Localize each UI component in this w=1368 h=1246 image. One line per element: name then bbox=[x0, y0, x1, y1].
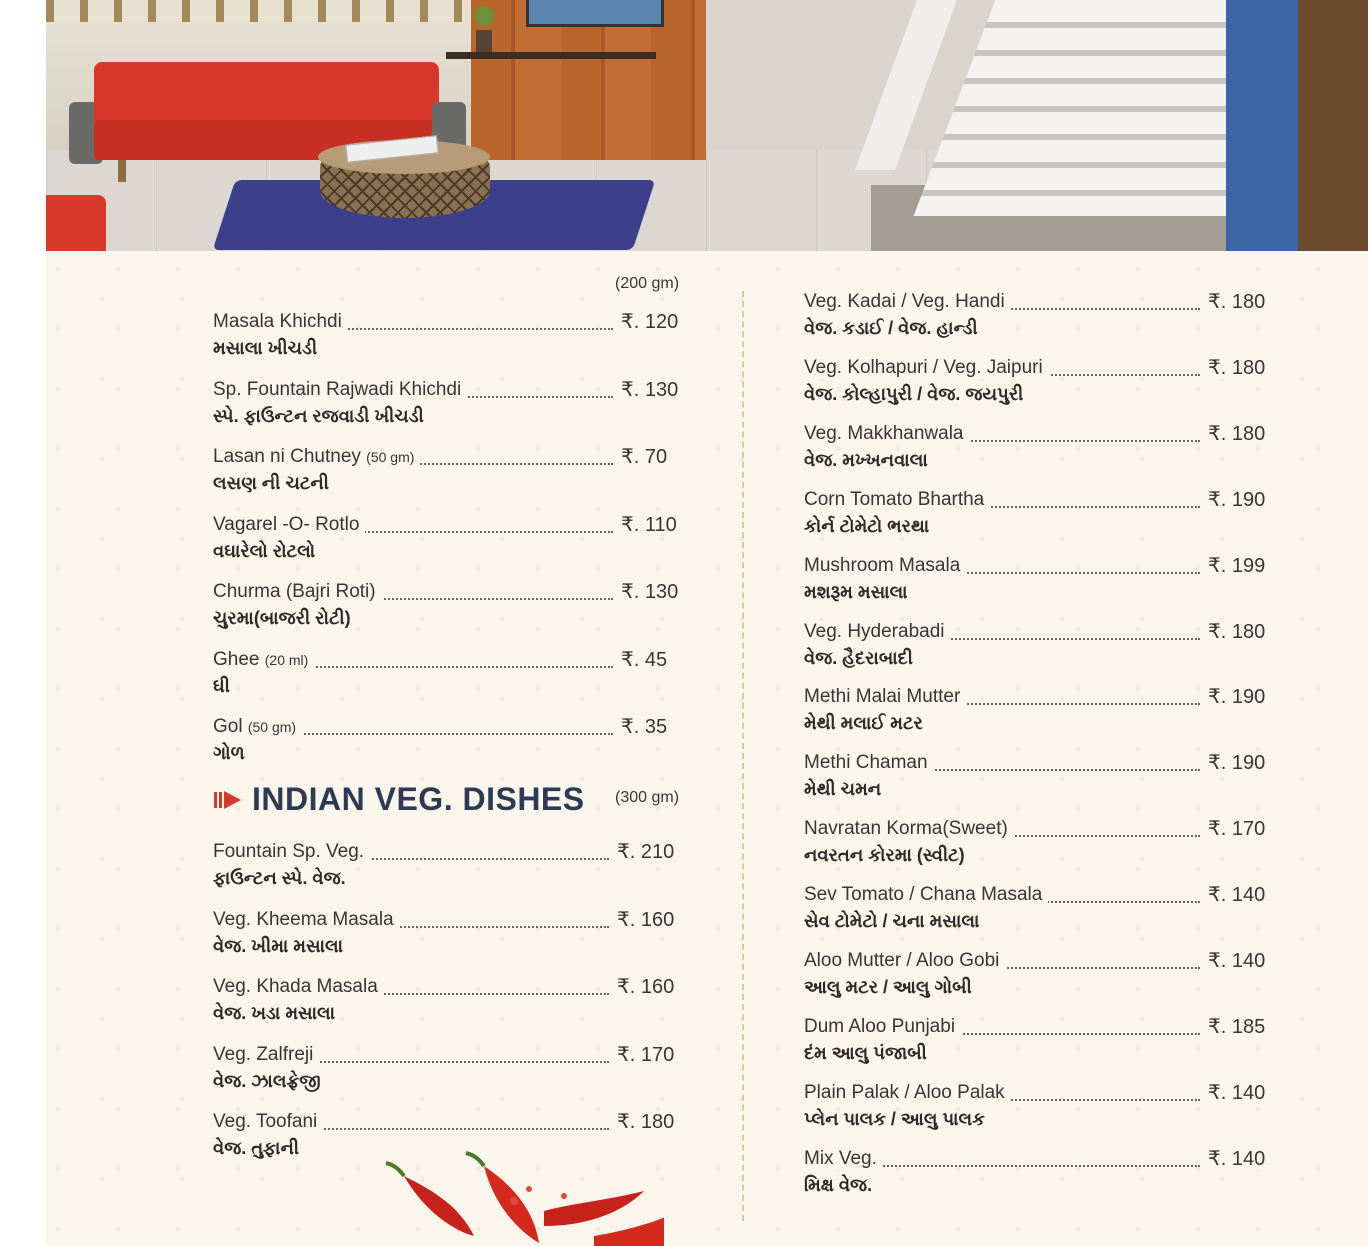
menu-item bbox=[804, 818, 1270, 870]
double-play-arrow-icon bbox=[214, 789, 242, 811]
menu-item bbox=[213, 841, 679, 893]
item-price: ₹. 199 bbox=[1204, 555, 1265, 577]
item-price: ₹. 190 bbox=[1204, 686, 1265, 708]
menu-item bbox=[804, 686, 1270, 738]
item-name: Veg. Khada Masala bbox=[213, 976, 384, 998]
item-name: Veg. Makkhanwala bbox=[804, 423, 970, 445]
menu-panel bbox=[46, 251, 1368, 1246]
item-name-gujarati: આલુ મટર / આલુ ગોબી bbox=[804, 977, 972, 997]
item-price: ₹. 180 bbox=[1204, 291, 1265, 313]
item-name: Veg. Kolhapuri / Veg. Jaipuri bbox=[804, 357, 1049, 379]
item-price: ₹. 130 bbox=[617, 581, 678, 603]
menu-item bbox=[213, 379, 683, 431]
item-price: ₹. 180 bbox=[1204, 423, 1265, 445]
menu-item bbox=[213, 1044, 679, 1096]
item-price: ₹. 160 bbox=[613, 909, 674, 931]
item-name: Fountain Sp. Veg. bbox=[213, 841, 370, 863]
item-price: ₹. 160 bbox=[613, 976, 674, 998]
menu-item bbox=[804, 950, 1270, 1002]
item-price: ₹. 140 bbox=[1204, 1082, 1265, 1104]
section-title: INDIAN VEG. DISHES bbox=[252, 781, 585, 817]
item-price: ₹. 190 bbox=[1204, 489, 1265, 511]
menu-item bbox=[213, 311, 683, 363]
menu-item bbox=[213, 976, 679, 1028]
item-price: ₹. 130 bbox=[617, 379, 678, 401]
item-name-gujarati: નવરતન કોરમા (સ્વીટ) bbox=[804, 845, 965, 866]
menu-item bbox=[804, 1148, 1270, 1200]
menu-item bbox=[804, 357, 1270, 409]
red-chili-icon bbox=[364, 1151, 664, 1246]
item-price: ₹. 120 bbox=[617, 311, 678, 333]
item-qty: (50 gm) bbox=[366, 449, 415, 465]
item-name-gujarati: મશરૂમ મસાલા bbox=[804, 581, 908, 602]
item-name: Methi Chaman bbox=[804, 752, 934, 774]
left-qty-label: (200 gm) bbox=[615, 275, 680, 292]
item-name-gujarati: ગોળ bbox=[213, 743, 245, 763]
item-name-gujarati: મેથી ચમન bbox=[804, 779, 882, 800]
item-name-gujarati: વઘારેલો રોટલો bbox=[213, 540, 316, 561]
item-price: ₹. 170 bbox=[1204, 818, 1265, 840]
item-price: ₹. 35 bbox=[617, 716, 667, 738]
item-name-gujarati: વેજ. કોલ્હાપુરી / વેજ. જયપુરી bbox=[804, 383, 1024, 404]
item-name: Vagarel -O- Rotlo bbox=[213, 514, 365, 536]
item-name: Sev Tomato / Chana Masala bbox=[804, 884, 1048, 906]
menu-item bbox=[213, 446, 683, 498]
item-name: Methi Malai Mutter bbox=[804, 686, 966, 708]
menu-item bbox=[213, 649, 683, 701]
item-price: ₹. 110 bbox=[617, 514, 677, 536]
item-name-gujarati: દંમ આલુ પંજાબી bbox=[804, 1042, 927, 1063]
menu-item bbox=[804, 621, 1270, 673]
item-name: Sp. Fountain Rajwadi Khichdi bbox=[213, 379, 467, 401]
item-price: ₹. 210 bbox=[613, 841, 674, 863]
item-name: Churma (Bajri Roti) bbox=[213, 581, 382, 603]
section-qty-label: (300 gm) bbox=[615, 789, 680, 806]
item-price: ₹. 140 bbox=[1204, 884, 1265, 906]
item-name-gujarati: પ્લેન પાલક / આલુ પાલક bbox=[804, 1108, 985, 1129]
item-price: ₹. 170 bbox=[613, 1044, 674, 1066]
item-name: Dum Aloo Punjabi bbox=[804, 1016, 961, 1038]
item-price: ₹. 140 bbox=[1204, 950, 1265, 972]
item-name: Ghee (20 ml) bbox=[213, 649, 314, 671]
item-name-gujarati: સેવ ટોમેટો / ચના મસાલા bbox=[804, 911, 980, 932]
item-name: Corn Tomato Bhartha bbox=[804, 489, 990, 511]
menu-item bbox=[804, 423, 1270, 475]
item-name: Mushroom Masala bbox=[804, 555, 966, 577]
menu-item bbox=[213, 716, 683, 768]
menu-item bbox=[804, 555, 1270, 607]
item-price: ₹. 70 bbox=[617, 446, 667, 468]
item-name-gujarati: વેજ. ખીમા મસાલા bbox=[213, 935, 344, 956]
menu-item bbox=[804, 884, 1270, 936]
item-price: ₹. 45 bbox=[617, 649, 667, 671]
hero-lobby-photo bbox=[46, 0, 1368, 251]
section-heading bbox=[214, 781, 585, 818]
item-name: Mix Veg. bbox=[804, 1148, 883, 1170]
item-price: ₹. 180 bbox=[1204, 621, 1265, 643]
menu-item bbox=[213, 909, 679, 961]
item-price: ₹. 180 bbox=[1204, 357, 1265, 379]
column-divider bbox=[742, 291, 744, 1221]
item-name-gujarati: વેજ. ખડા મસાલા bbox=[213, 1003, 336, 1023]
menu-item bbox=[804, 489, 1270, 541]
item-name-gujarati: વેજ. હૈદરાબાદી bbox=[804, 647, 913, 668]
item-price: ₹. 185 bbox=[1204, 1016, 1265, 1038]
item-name-gujarati: વેજ. તુફાની bbox=[213, 1138, 299, 1158]
item-name: Veg. Hyderabadi bbox=[804, 621, 951, 643]
item-name-gujarati: મસાલા ખીચડી bbox=[213, 338, 318, 358]
item-name: Gol (50 gm) bbox=[213, 716, 302, 738]
item-price: ₹. 140 bbox=[1204, 1148, 1265, 1170]
item-name-gujarati: મેથી મલાઈ મટર bbox=[804, 713, 923, 734]
item-name: Aloo Mutter / Aloo Gobi bbox=[804, 950, 1005, 972]
item-name: Veg. Zalfreji bbox=[213, 1044, 319, 1066]
item-price: ₹. 190 bbox=[1204, 752, 1265, 774]
item-name-gujarati: કોર્ન ટોમેટો ભરથા bbox=[804, 515, 930, 536]
item-name-gujarati: લસણ ની ચટની bbox=[213, 473, 329, 493]
item-name: Veg. Toofani bbox=[213, 1111, 323, 1133]
item-name-gujarati: મિક્ષ વેજ. bbox=[804, 1174, 873, 1195]
item-price: ₹. 180 bbox=[613, 1111, 674, 1133]
item-name-gujarati: ચુરમા(બાજરી રોટી) bbox=[213, 608, 351, 628]
menu-item bbox=[213, 514, 683, 566]
item-name-gujarati: વેજ. કડાઈ / વેજ. હાન્ડી bbox=[804, 318, 978, 338]
item-name: Lasan ni Chutney (50 gm) bbox=[213, 446, 420, 468]
item-name-gujarati: સ્પે. ફાઉન્ટન રજવાડી ખીચડી bbox=[213, 405, 424, 426]
item-name-gujarati: વેજ. મખ્ખનવાલા bbox=[804, 449, 928, 470]
item-name: Navratan Korma(Sweet) bbox=[804, 818, 1014, 840]
item-name-gujarati: ફાઉન્ટન સ્પે. વેજ. bbox=[213, 868, 346, 888]
item-name: Veg. Kheema Masala bbox=[213, 909, 400, 931]
item-name: Veg. Kadai / Veg. Handi bbox=[804, 291, 1011, 313]
menu-item bbox=[804, 1082, 1270, 1134]
item-name-gujarati: વેજ. ઝાલફ્રેજી bbox=[213, 1070, 321, 1091]
menu-item bbox=[213, 581, 683, 633]
menu-item bbox=[804, 291, 1270, 343]
item-name: Plain Palak / Aloo Palak bbox=[804, 1082, 1011, 1104]
menu-item bbox=[804, 1016, 1270, 1068]
menu-item bbox=[804, 752, 1270, 804]
item-name-gujarati: ઘી bbox=[213, 675, 230, 696]
item-name: Masala Khichdi bbox=[213, 311, 348, 333]
item-qty: (20 ml) bbox=[264, 651, 309, 668]
item-qty: (50 gm) bbox=[247, 719, 297, 735]
